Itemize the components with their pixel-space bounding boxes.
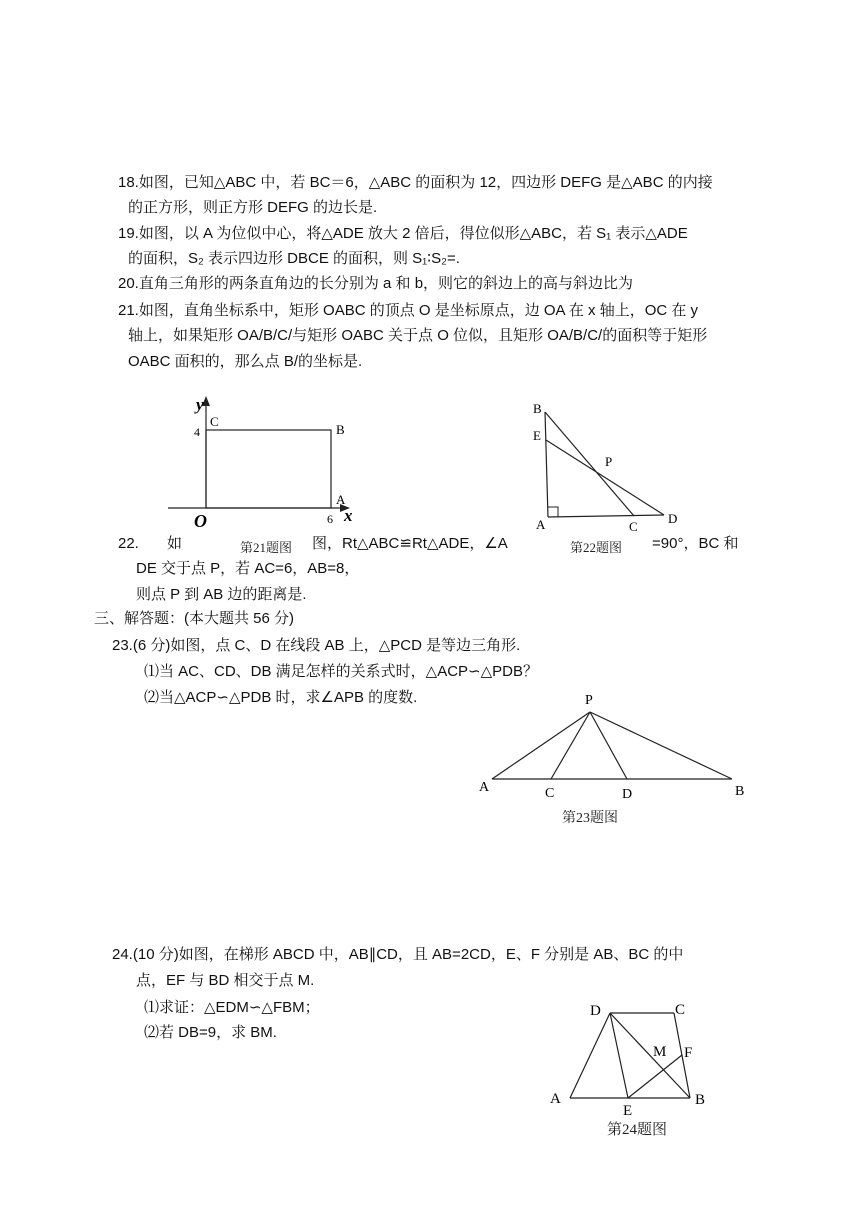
fig23-label-C: C — [545, 786, 555, 801]
q21-line-2: 轴上，如果矩形 OA/B/C/与矩形 OABC 关于点 O 位似，且矩形 OA/B/C/的面积等于矩形 — [128, 327, 708, 344]
figure-21 — [160, 390, 380, 540]
q23-line-1: 23.(6 分)如图，点 C、D 在线段 AB 上，△PCD 是等边三角形. — [112, 637, 521, 654]
q22-ru: 如 — [167, 535, 183, 552]
fig21-label-4: 4 — [194, 425, 200, 439]
fig22-label-C: C — [629, 519, 638, 534]
section-3-title: 三、解答题：(本大题共 56 分) — [94, 610, 295, 627]
q22-line-2: DE 交于点 P，若 AC=6，AB=8， — [136, 560, 360, 577]
fig22-label-E: E — [533, 428, 541, 443]
figure-23-caption: 第23题图 — [562, 811, 618, 826]
fig21-label-B: B — [336, 422, 345, 437]
fig23-label-P: P — [585, 693, 593, 708]
q24-sub-2: ⑵若 DB=9，求 BM. — [144, 1024, 277, 1041]
fig21-label-y: y — [196, 395, 204, 414]
figure-24 — [540, 995, 720, 1120]
fig23-label-A: A — [479, 780, 490, 795]
fig21-label-A: A — [336, 492, 346, 507]
figure-24-caption: 第24题图 — [607, 1122, 668, 1138]
q24-line-1: 24.(10 分)如图，在梯形 ABCD 中，AB∥CD，且 AB=2CD，E、F 分别是 AB、BC 的中 — [112, 946, 684, 963]
fig22-label-A: A — [536, 517, 546, 532]
fig21-label-C: C — [210, 414, 219, 429]
q23-sub-2: ⑵当△ACP∽△PDB 时，求∠APB 的度数. — [144, 689, 418, 706]
fig24-label-E: E — [623, 1103, 633, 1119]
q19-line-2: 的面积，S₂ 表示四边形 DBCE 的面积，则 S₁∶S₂=. — [128, 250, 460, 267]
fig24-label-D: D — [590, 1003, 601, 1019]
q19-line-1: 19.如图，以 A 为位似中心，将△ADE 放大 2 倍后，得位似形△ABC，若 S₁ 表示△ADE — [118, 225, 688, 242]
q18-line-2: 的正方形，则正方形 DEFG 的边长是. — [128, 199, 378, 216]
q24-sub-1: ⑴求证：△EDM∽△FBM； — [144, 999, 320, 1016]
fig21-label-O: O — [194, 511, 207, 531]
fig24-label-B: B — [695, 1092, 706, 1108]
fig21-label-6: 6 — [327, 512, 333, 526]
fig22-label-D: D — [668, 511, 678, 526]
fig24-label-F: F — [684, 1045, 693, 1061]
figure-22-caption: 第22题图 — [570, 540, 623, 555]
q21-line-3: OABC 面积的，那么点 B/的坐标是. — [128, 353, 363, 370]
fig23-label-D: D — [622, 787, 633, 802]
fig23-label-B: B — [735, 784, 745, 799]
figure-23 — [470, 690, 760, 805]
fig24-label-C: C — [675, 1002, 686, 1018]
fig21-label-x: x — [344, 506, 353, 525]
fig24-label-A: A — [550, 1091, 561, 1107]
fig22-label-P: P — [605, 454, 613, 469]
figure-21-caption: 第21题图 — [240, 540, 293, 555]
q20-line-1: 20.直角三角形的两条直角边的长分别为 a 和 b，则它的斜边上的高与斜边比为 — [118, 275, 634, 292]
q21-line-1: 21.如图，直角坐标系中，矩形 OABC 的顶点 O 是坐标原点，边 OA 在 x 轴上，OC 在 y — [118, 302, 699, 319]
fig22-label-B: B — [533, 401, 542, 416]
q22-line-1-end: =90°，BC 和 — [652, 535, 739, 552]
q22-line-3: 则点 P 到 AB 边的距离是. — [136, 586, 307, 603]
figure-22 — [525, 395, 695, 535]
q22-number: 22. — [118, 535, 139, 552]
q18-line-1: 18.如图，已知△ABC 中，若 BC＝6，△ABC 的面积为 12，四边形 DEFG 是△ABC 的内接 — [118, 174, 713, 191]
q24-line-2: 点，EF 与 BD 相交于点 M. — [136, 972, 315, 989]
fig24-label-M: M — [653, 1044, 667, 1060]
q23-sub-1: ⑴当 AC、CD、DB 满足怎样的关系式时，△ACP∽△PDB？ — [144, 663, 539, 680]
q22-line-1-mid: 图，Rt△ABC≌Rt△ADE，∠A — [312, 535, 508, 552]
